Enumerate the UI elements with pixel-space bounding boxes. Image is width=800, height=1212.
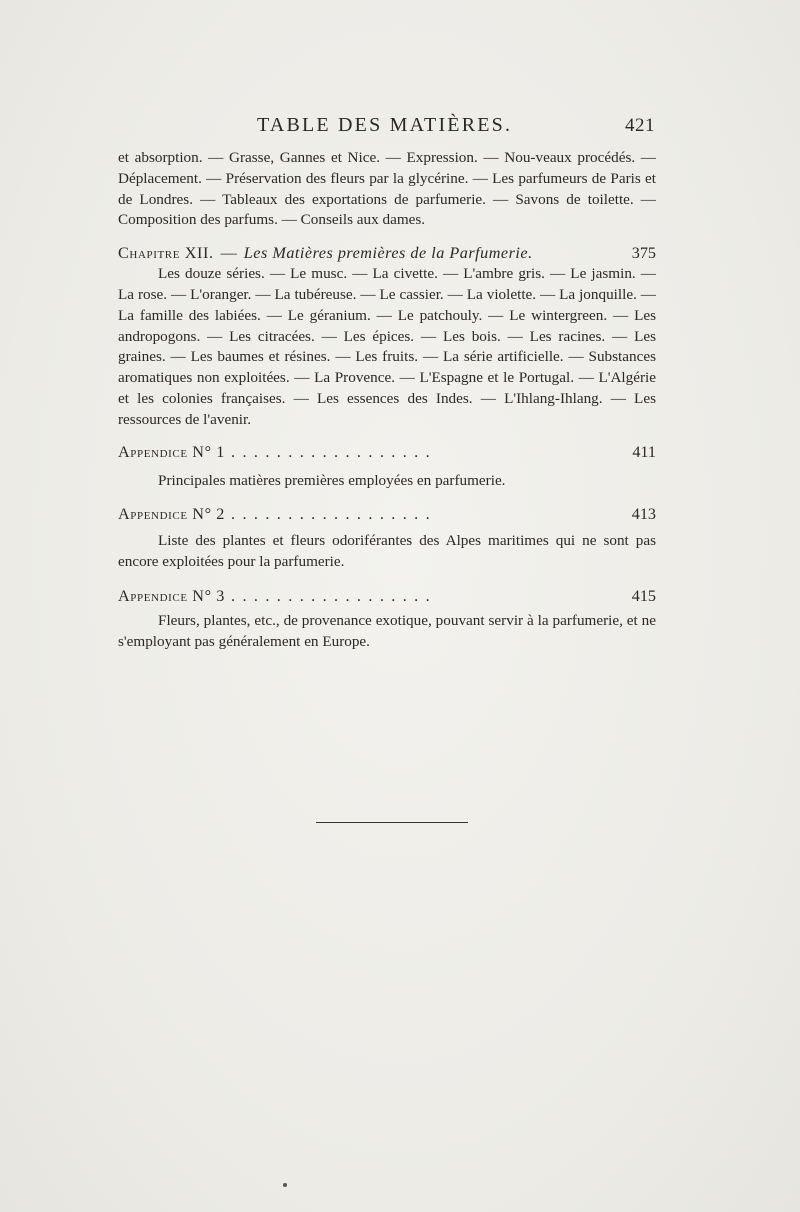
- continued-chapter-summary: et absorption. — Grasse, Gannes et Nice. — Expression. — Nou-veaux procédés. — Déplacement. — Préservation des fleurs par la glycérine. — Les parfumeurs de Paris et de Londres. — Tableaux des exportations de parfumerie. — Savons de toilette. — Composition des parfums. — Conseils aux dames.: [118, 149, 656, 229]
- toc-entry-page: 413: [631, 505, 656, 524]
- toc-entry-summary: Fleurs, plantes, etc., de provenance exotique, pouvant servir à la parfumerie, et ne s'employant pas généralement en Europe.: [118, 611, 656, 650]
- toc-entry-heading: [118, 585, 656, 607]
- toc-entry-label: Appendice N° 3: [118, 586, 226, 605]
- toc-entry-appendix-3: [118, 585, 656, 653]
- page-number: 421: [625, 115, 655, 136]
- toc-entry-summary: Principales matières premières employées en parfumerie.: [158, 471, 506, 489]
- toc-entry-page: 415: [631, 586, 656, 605]
- toc-entry-leader: ..................: [231, 442, 438, 461]
- toc-entry-heading: [118, 441, 656, 463]
- end-rule: [316, 822, 468, 823]
- toc-entry-page: 375: [631, 244, 656, 263]
- toc-entry-summary: Liste des plantes et fleurs odoriférantes des Alpes maritimes qui ne sont pas encore exploitées pour la parfumerie.: [118, 532, 656, 571]
- toc-entry-heading: [118, 242, 656, 264]
- toc-entry-title: Les Matières premières de la Parfumerie.: [243, 244, 533, 263]
- toc-entry-page: 411: [632, 442, 656, 461]
- table-of-contents: [118, 148, 656, 653]
- toc-entry-separator: —: [220, 244, 237, 263]
- toc-entry-label: Chapitre XII.: [118, 244, 214, 263]
- printer-mark: [283, 1183, 287, 1187]
- toc-entry-summary: Les douze séries. — Le musc. — La civette. — L'ambre gris. — Le jasmin. — La rose. — L'oranger. — La tubéreuse. — Le cassier. — La violette. — La jonquille. — La famille des labiées. — Le géranium. — Le patchouly. — Le wintergreen. — Les andropogons. — Les citracées. — Les épices. — Les bois. — Les racines. — Les graines. — Les baumes et résines. — Les fruits. — La série artificielle. — Substances aromatiques non exploitées. — La Provence. — L'Espagne et le Portugal. — L'Algérie et les colonies françaises. — Les essences des Indes. — L'Ihlang-Ihlang. — Les ressources de l'avenir.: [118, 265, 656, 428]
- toc-entry-leader: ..................: [231, 586, 438, 605]
- toc-entry-heading: [118, 503, 656, 525]
- running-title: TABLE DES MATIÈRES.: [257, 114, 513, 136]
- toc-entry-chapter-12: [118, 242, 656, 430]
- toc-entry-leader: ..................: [231, 505, 438, 524]
- page-header: [125, 114, 655, 144]
- toc-entry-label: Appendice N° 1: [118, 442, 226, 461]
- toc-entry-label: Appendice N° 2: [118, 505, 226, 524]
- toc-entry-appendix-2: [118, 503, 656, 573]
- toc-entry-appendix-1: [118, 441, 656, 492]
